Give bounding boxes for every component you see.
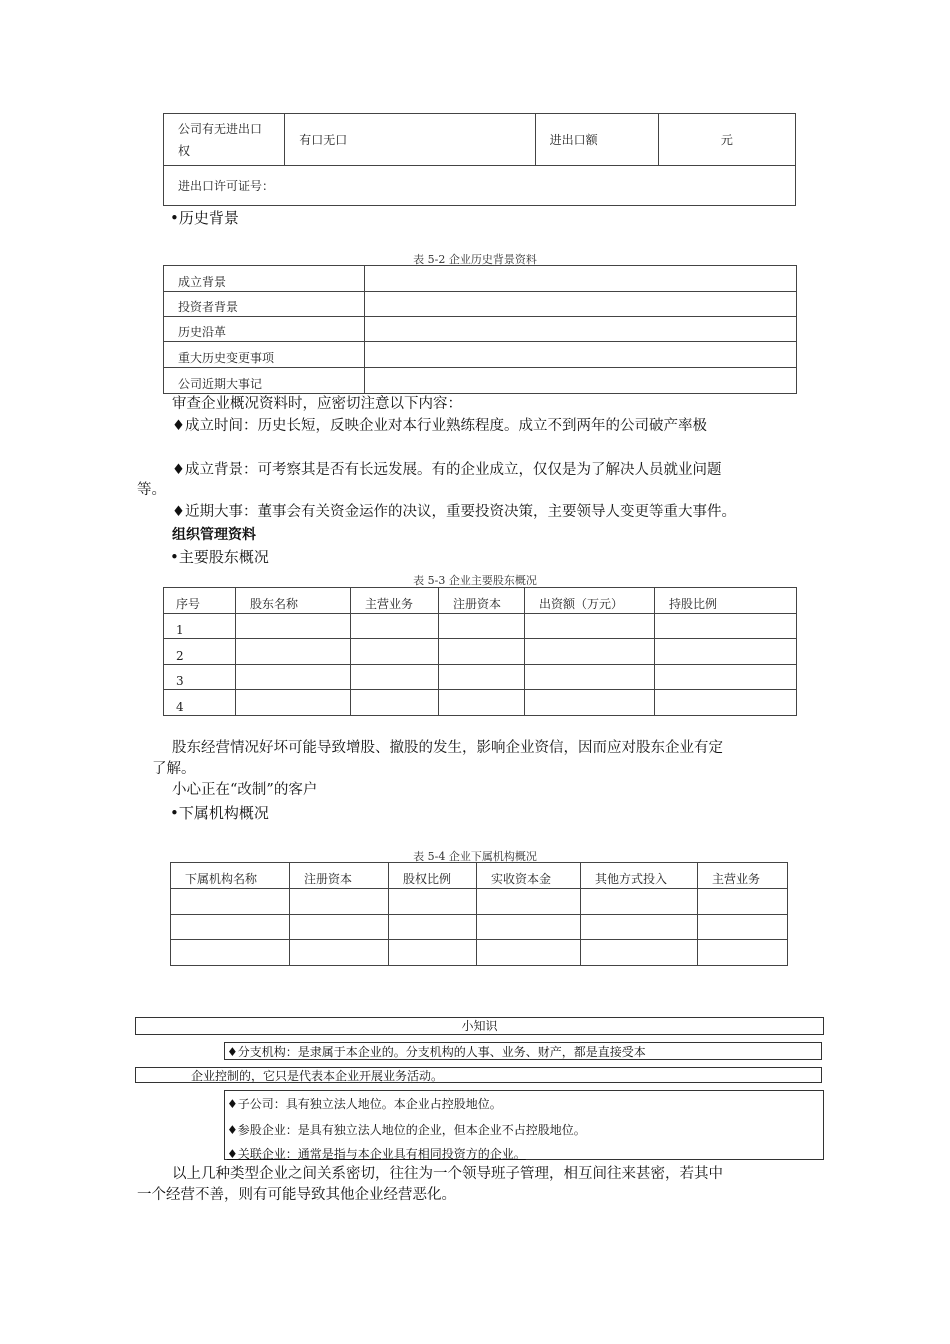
section-org-mgmt: 组织管理资料 [172, 527, 256, 543]
table-5-4-caption: 表 5-4 企业下属机构概况 [413, 850, 537, 863]
review-item-1: ♦成立时间：历史长短，反映企业对本行业熟练程度。成立不到两年的公司破产率极 [172, 418, 707, 434]
shareholder-note-line2: 了解。 [152, 761, 196, 777]
tips-title-box [135, 1017, 824, 1035]
tips-branch-line1: ♦分支机构：是隶属于本企业的。分支机构的人事、业务、财产，都是直接受本 [227, 1045, 646, 1059]
shareholders-table [163, 587, 797, 716]
history-row-value [365, 317, 797, 342]
table-row [171, 940, 788, 966]
conclusion-line1: 以上几种类型企业之间关系密切，往往为一个领导班子管理，相互间往来甚密，若其中 [172, 1166, 723, 1182]
shareholders-header-capital: 注册资本 [439, 588, 525, 614]
history-row-label: 投资者背景 [164, 292, 365, 317]
shareholder-note-line3: 小心正在“改制”的客户 [172, 782, 318, 798]
subsidiaries-header-paid: 实收资本金 [477, 863, 581, 889]
tips-affiliate: ♦关联企业：通常是指与本企业具有相同投资方的企业。 [227, 1147, 526, 1161]
history-row-label: 成立背景 [164, 266, 365, 292]
table-row [171, 915, 788, 940]
subsidiaries-table [170, 862, 788, 966]
shareholders-header-name: 股东名称 [236, 588, 351, 614]
shareholder-note-line1: 股东经营情况好坏可能导致增股、撤股的发生，影响企业资信，因而应对股东企业有定 [172, 740, 723, 756]
subsidiaries-header-business: 主营业务 [698, 863, 788, 889]
history-row-value [365, 266, 797, 292]
section-history: •历史背景 [170, 209, 239, 227]
history-row-value [365, 292, 797, 317]
table-row: 2 [164, 639, 236, 665]
tips-subsidiary: ♦子公司：具有独立法人地位。本企业占控股地位。 [227, 1097, 502, 1111]
subsidiaries-header-name: 下属机构名称 [171, 863, 290, 889]
import-export-table [163, 113, 796, 206]
import-right-label: 公司有无进出口 [178, 121, 263, 136]
import-right-label-cell [164, 114, 285, 166]
history-row-label: 历史沿革 [164, 317, 365, 342]
table-5-3-caption: 表 5-3 企业主要股东概况 [413, 574, 537, 587]
import-right-label-wrap: 权 [178, 143, 191, 158]
section-subsidiaries: •下属机构概况 [170, 804, 269, 822]
table-row: 4 [164, 690, 236, 716]
shareholders-header-index: 序号 [164, 588, 236, 614]
subsidiaries-header-capital: 注册资本 [290, 863, 389, 889]
tips-branch-box-2 [135, 1067, 822, 1083]
review-item-2-wrap: 等。 [137, 482, 166, 498]
review-item-2: ♦成立背景：可考察其是否有长远发展。有的企业成立，仅仅是为了解决人员就业问题 [172, 462, 722, 478]
tips-title: 小知识 [461, 1019, 498, 1033]
table-5-2-caption: 表 5-2 企业历史背景资料 [413, 253, 537, 266]
import-amount-label: 进出口额 [535, 114, 658, 166]
shareholders-header-ratio: 持股比例 [655, 588, 797, 614]
tips-types-box [224, 1090, 824, 1160]
conclusion-line2: 一个经营不善，则有可能导致其他企业经营恶化。 [137, 1187, 456, 1203]
import-license-label: 进出口许可证号： [164, 166, 796, 206]
subsidiaries-header-other: 其他方式投入 [581, 863, 698, 889]
history-row-label: 重大历史变更事项 [164, 342, 365, 368]
tips-branch-box [224, 1042, 822, 1060]
tips-associate: ♦参股企业：是具有独立法人地位的企业，但本企业不占控股地位。 [227, 1123, 586, 1137]
history-table [163, 265, 797, 394]
import-amount-unit: 元 [658, 114, 795, 166]
history-row-value [365, 368, 797, 394]
shareholders-header-business: 主营业务 [351, 588, 439, 614]
subsidiaries-header-ratio: 股权比例 [389, 863, 477, 889]
table-row: 1 [164, 614, 236, 639]
tips-branch-line2: 企业控制的，它只是代表本企业开展业务活动。 [191, 1069, 444, 1083]
shareholders-header-contribution: 出资额（万元） [525, 588, 655, 614]
review-item-3: ♦近期大事：董事会有关资金运作的决议，重要投资决策，主要领导人变更等重大事件。 [172, 504, 736, 520]
history-row-value [365, 342, 797, 368]
section-major-shareholders: •主要股东概况 [170, 548, 269, 566]
table-row [171, 889, 788, 915]
history-row-label: 公司近期大事记 [164, 368, 365, 394]
import-right-value: 有口无口 [285, 114, 535, 166]
review-intro: 审查企业概况资料时，应密切注意以下内容： [172, 396, 462, 412]
table-row: 3 [164, 665, 236, 690]
